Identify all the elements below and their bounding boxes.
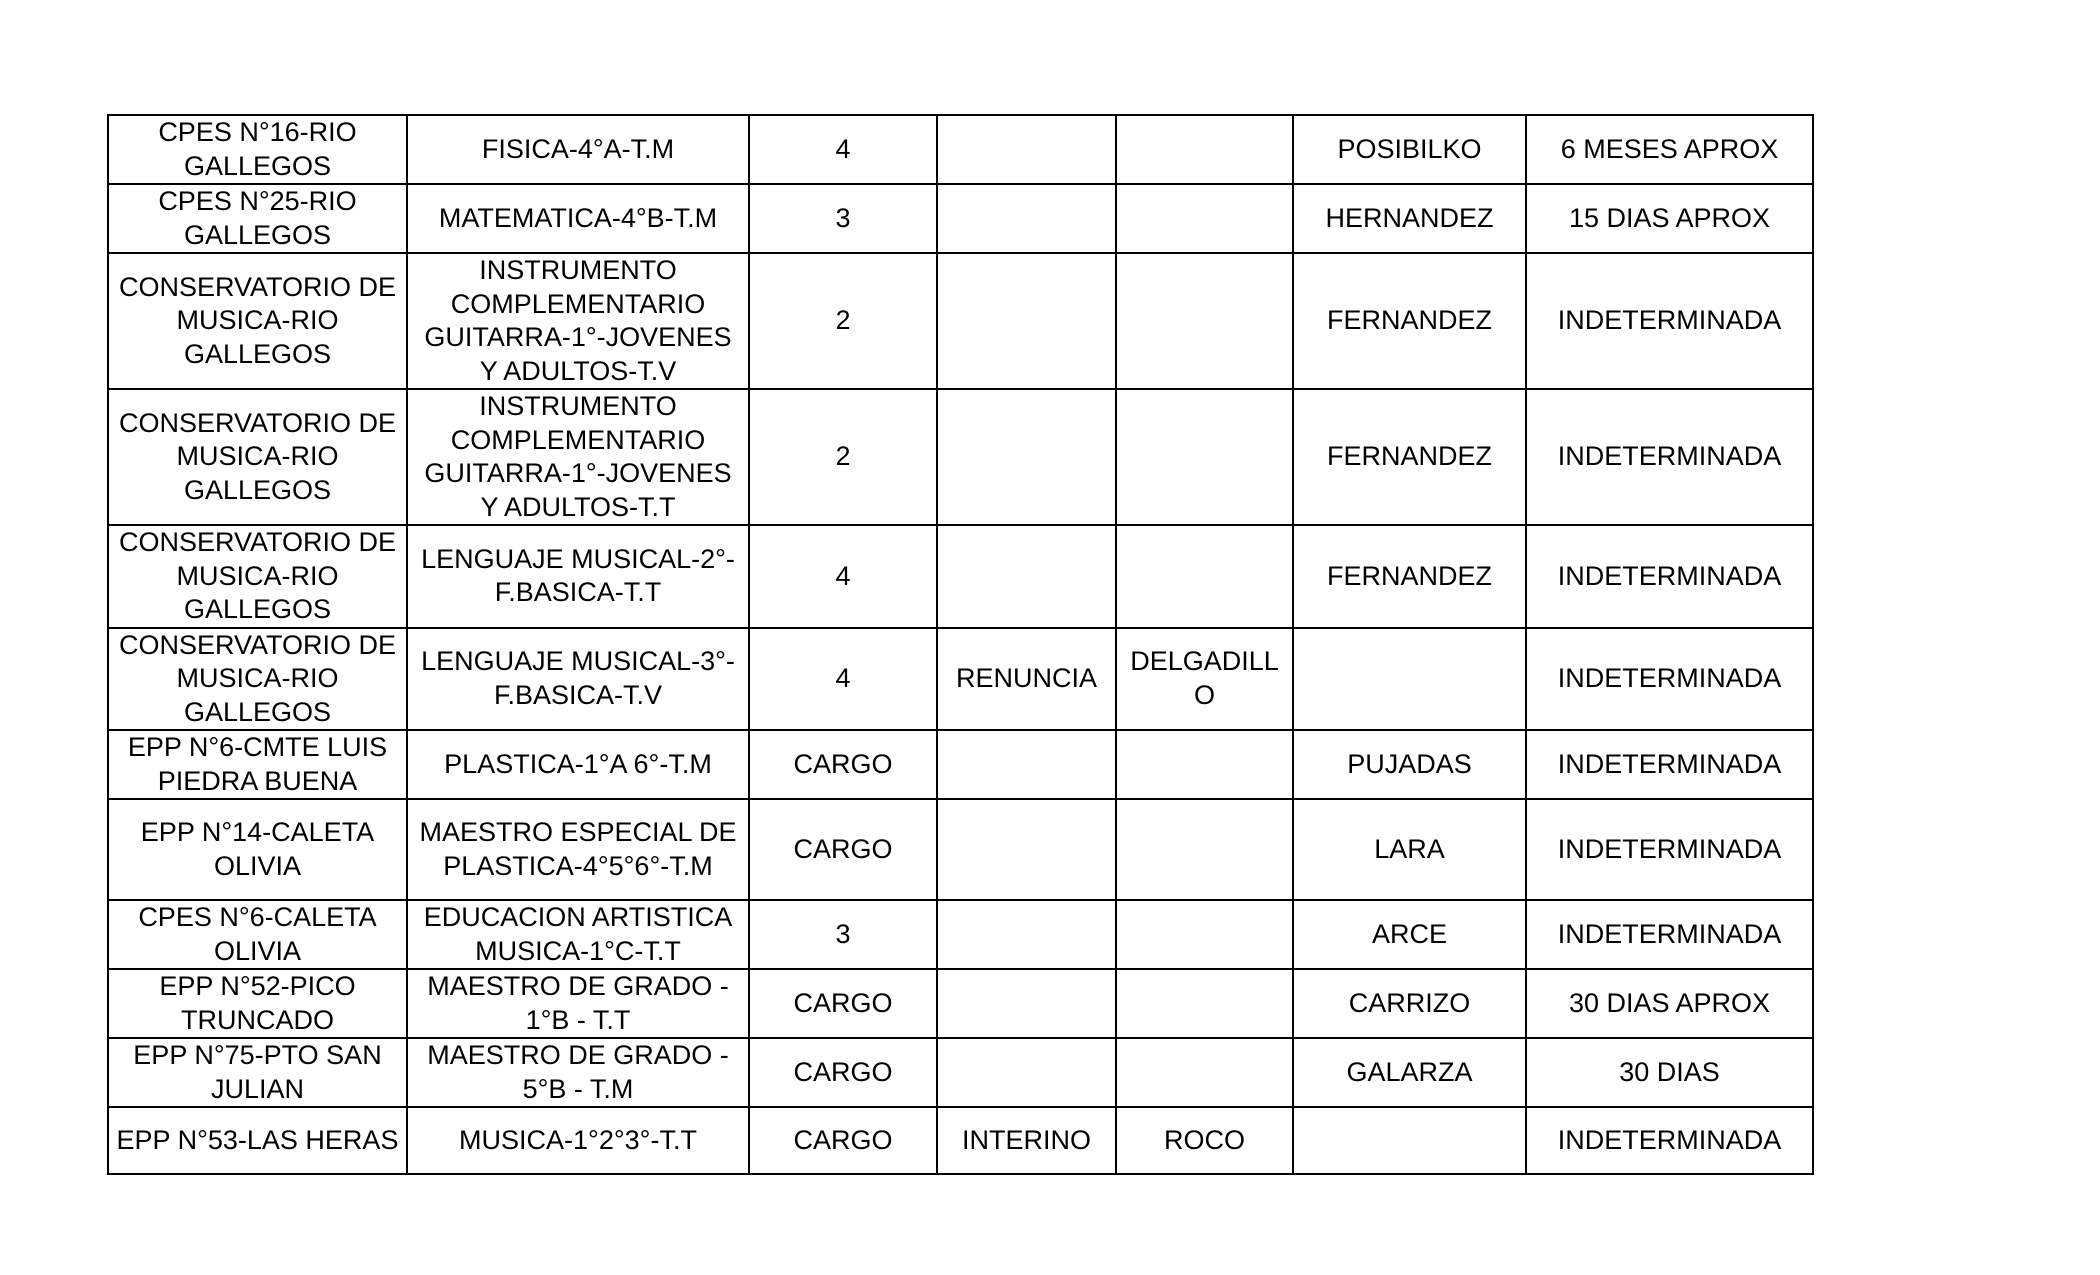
table-row bbox=[108, 525, 1813, 628]
duration-cell: INDETERMINADA bbox=[1526, 628, 1813, 731]
reason-cell bbox=[937, 115, 1116, 184]
subject-cell: FISICA-4°A-T.M bbox=[407, 115, 749, 184]
teacher-cell: CARRIZO bbox=[1293, 969, 1526, 1038]
reason-cell: INTERINO bbox=[937, 1107, 1116, 1174]
reason-cell bbox=[937, 730, 1116, 799]
school-cell: CPES N°25-RIO GALLEGOS bbox=[108, 184, 407, 253]
teacher-cell: POSIBILKO bbox=[1293, 115, 1526, 184]
duration-cell: INDETERMINADA bbox=[1526, 799, 1813, 900]
outgoing-teacher-cell bbox=[1116, 253, 1293, 389]
duration-cell: 15 DIAS APROX bbox=[1526, 184, 1813, 253]
outgoing-teacher-cell bbox=[1116, 900, 1293, 969]
outgoing-teacher-cell: ROCO bbox=[1116, 1107, 1293, 1174]
reason-cell bbox=[937, 184, 1116, 253]
hours-cell: CARGO bbox=[749, 730, 937, 799]
hours-cell: 2 bbox=[749, 389, 937, 525]
teacher-cell: FERNANDEZ bbox=[1293, 525, 1526, 628]
duration-cell: 30 DIAS bbox=[1526, 1038, 1813, 1107]
subject-cell: MAESTRO DE GRADO - 1°B - T.T bbox=[407, 969, 749, 1038]
duration-cell: INDETERMINADA bbox=[1526, 900, 1813, 969]
duration-cell: INDETERMINADA bbox=[1526, 1107, 1813, 1174]
table-row bbox=[108, 969, 1813, 1038]
table-row bbox=[108, 628, 1813, 731]
table-row bbox=[108, 184, 1813, 253]
reason-cell bbox=[937, 389, 1116, 525]
table-body bbox=[108, 115, 1813, 1174]
subject-cell: PLASTICA-1°A 6°-T.M bbox=[407, 730, 749, 799]
teacher-cell: LARA bbox=[1293, 799, 1526, 900]
duration-cell: INDETERMINADA bbox=[1526, 730, 1813, 799]
reason-cell bbox=[937, 1038, 1116, 1107]
teacher-cell: ARCE bbox=[1293, 900, 1526, 969]
school-cell: EPP N°75-PTO SAN JULIAN bbox=[108, 1038, 407, 1107]
school-cell: CONSERVATORIO DE MUSICA-RIO GALLEGOS bbox=[108, 628, 407, 731]
outgoing-teacher-cell bbox=[1116, 184, 1293, 253]
table-row bbox=[108, 799, 1813, 900]
outgoing-teacher-cell bbox=[1116, 1038, 1293, 1107]
outgoing-teacher-cell bbox=[1116, 525, 1293, 628]
table-row bbox=[108, 115, 1813, 184]
hours-cell: 3 bbox=[749, 900, 937, 969]
school-cell: EPP N°6-CMTE LUIS PIEDRA BUENA bbox=[108, 730, 407, 799]
reason-cell bbox=[937, 525, 1116, 628]
hours-cell: 3 bbox=[749, 184, 937, 253]
school-cell: CONSERVATORIO DE MUSICA-RIO GALLEGOS bbox=[108, 253, 407, 389]
vacancy-table bbox=[107, 114, 1814, 1175]
school-cell: CPES N°6-CALETA OLIVIA bbox=[108, 900, 407, 969]
table-row bbox=[108, 389, 1813, 525]
table-row bbox=[108, 1038, 1813, 1107]
hours-cell: 2 bbox=[749, 253, 937, 389]
subject-cell: LENGUAJE MUSICAL-3°- F.BASICA-T.V bbox=[407, 628, 749, 731]
teacher-cell: FERNANDEZ bbox=[1293, 389, 1526, 525]
outgoing-teacher-cell bbox=[1116, 115, 1293, 184]
table-row bbox=[108, 730, 1813, 799]
duration-cell: INDETERMINADA bbox=[1526, 253, 1813, 389]
teacher-cell bbox=[1293, 1107, 1526, 1174]
outgoing-teacher-cell: DELGADILL O bbox=[1116, 628, 1293, 731]
outgoing-teacher-cell bbox=[1116, 969, 1293, 1038]
subject-cell: EDUCACION ARTISTICA MUSICA-1°C-T.T bbox=[407, 900, 749, 969]
subject-cell: MUSICA-1°2°3°-T.T bbox=[407, 1107, 749, 1174]
subject-cell: INSTRUMENTO COMPLEMENTARIO GUITARRA-1°-JOVENES Y ADULTOS-T.V bbox=[407, 253, 749, 389]
hours-cell: 4 bbox=[749, 115, 937, 184]
hours-cell: CARGO bbox=[749, 1107, 937, 1174]
school-cell: EPP N°14-CALETA OLIVIA bbox=[108, 799, 407, 900]
reason-cell bbox=[937, 799, 1116, 900]
school-cell: CONSERVATORIO DE MUSICA-RIO GALLEGOS bbox=[108, 389, 407, 525]
hours-cell: 4 bbox=[749, 525, 937, 628]
table-row bbox=[108, 900, 1813, 969]
duration-cell: 30 DIAS APROX bbox=[1526, 969, 1813, 1038]
duration-cell: 6 MESES APROX bbox=[1526, 115, 1813, 184]
school-cell: CONSERVATORIO DE MUSICA-RIO GALLEGOS bbox=[108, 525, 407, 628]
reason-cell bbox=[937, 253, 1116, 389]
school-cell: CPES N°16-RIO GALLEGOS bbox=[108, 115, 407, 184]
subject-cell: MAESTRO ESPECIAL DE PLASTICA-4°5°6°-T.M bbox=[407, 799, 749, 900]
hours-cell: CARGO bbox=[749, 1038, 937, 1107]
teacher-cell: GALARZA bbox=[1293, 1038, 1526, 1107]
hours-cell: 4 bbox=[749, 628, 937, 731]
table-row bbox=[108, 1107, 1813, 1174]
outgoing-teacher-cell bbox=[1116, 799, 1293, 900]
reason-cell bbox=[937, 969, 1116, 1038]
teacher-cell: HERNANDEZ bbox=[1293, 184, 1526, 253]
hours-cell: CARGO bbox=[749, 969, 937, 1038]
school-cell: EPP N°53-LAS HERAS bbox=[108, 1107, 407, 1174]
table-row bbox=[108, 253, 1813, 389]
teacher-cell bbox=[1293, 628, 1526, 731]
school-cell: EPP N°52-PICO TRUNCADO bbox=[108, 969, 407, 1038]
reason-cell: RENUNCIA bbox=[937, 628, 1116, 731]
hours-cell: CARGO bbox=[749, 799, 937, 900]
duration-cell: INDETERMINADA bbox=[1526, 525, 1813, 628]
teacher-cell: PUJADAS bbox=[1293, 730, 1526, 799]
subject-cell: MAESTRO DE GRADO - 5°B - T.M bbox=[407, 1038, 749, 1107]
subject-cell: MATEMATICA-4°B-T.M bbox=[407, 184, 749, 253]
outgoing-teacher-cell bbox=[1116, 389, 1293, 525]
outgoing-teacher-cell bbox=[1116, 730, 1293, 799]
subject-cell: INSTRUMENTO COMPLEMENTARIO GUITARRA-1°-JOVENES Y ADULTOS-T.T bbox=[407, 389, 749, 525]
duration-cell: INDETERMINADA bbox=[1526, 389, 1813, 525]
reason-cell bbox=[937, 900, 1116, 969]
subject-cell: LENGUAJE MUSICAL-2°- F.BASICA-T.T bbox=[407, 525, 749, 628]
teacher-cell: FERNANDEZ bbox=[1293, 253, 1526, 389]
